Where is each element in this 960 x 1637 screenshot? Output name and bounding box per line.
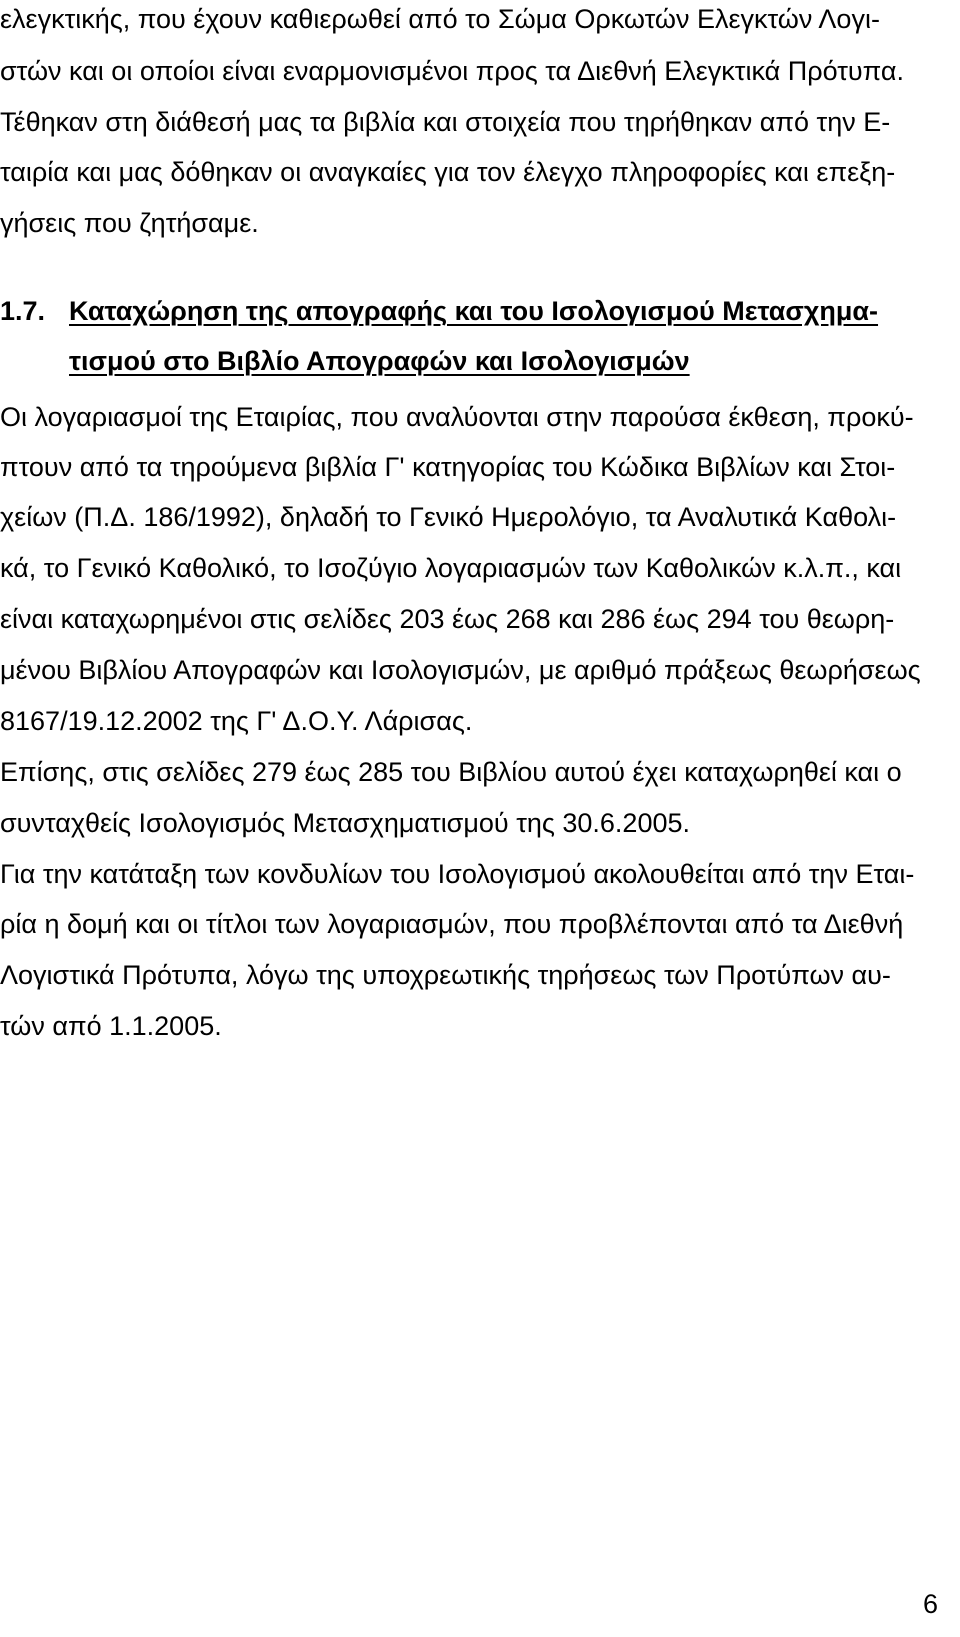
text-line: Λογιστικά Πρότυπα, λόγω της υποχρεωτικής τηρήσεως των Προτύπων αυ- xyxy=(0,960,891,990)
section-title-line-2: τισμού στο Βιβλίο Απογραφών και Ισολογισμών xyxy=(69,346,690,376)
text-line: τών από 1.1.2005. xyxy=(0,1011,222,1041)
text-line: κά, το Γενικό Καθολικό, το Ισοζύγιο λογαριασμών των Καθολικών κ.λ.π., και xyxy=(0,553,902,583)
section-title-line-1: Καταχώρηση της απογραφής και του Ισολογισμού Μετασχημα- xyxy=(69,296,879,326)
text-line: 8167/19.12.2002 της Γ' Δ.Ο.Υ. Λάρισας. xyxy=(0,706,473,736)
text-line: ελεγκτικής, που έχουν καθιερωθεί από το Σώμα Ορκωτών Ελεγκτών Λογι- xyxy=(0,4,880,34)
text-line: Τέθηκαν στη διάθεσή μας τα βιβλία και στοιχεία που τηρήθηκαν από την Ε- xyxy=(0,107,891,137)
text-line: Οι λογαριασμοί της Εταιρίας, που αναλύονται στην παρούσα έκθεση, προκύ- xyxy=(0,402,914,432)
text-line: γήσεις που ζητήσαμε. xyxy=(0,208,259,238)
text-line: στών και οι οποίοι είναι εναρμονισμένοι προς τα Διεθνή Ελεγκτικά Πρότυπα. xyxy=(0,56,905,86)
text-line: ταιρία και μας δόθηκαν οι αναγκαίες για τον έλεγχο πληροφορίες και επεξη- xyxy=(0,157,896,187)
text-line: συνταχθείς Ισολογισμός Μετασχηματισμού της 30.6.2005. xyxy=(0,808,691,838)
text-line: μένου Βιβλίου Απογραφών και Ισολογισμών, με αριθμό πράξεως θεωρήσεως xyxy=(0,655,921,685)
page-number: 6 xyxy=(922,1589,938,1619)
text-line: Για την κατάταξη των κονδυλίων του Ισολογισμού ακολουθείται από την Εται- xyxy=(0,859,915,889)
text-line: ρία η δομή και οι τίτλοι των λογαριασμών, που προβλέπονται από τα Διεθνή xyxy=(0,909,904,939)
text-line: είναι καταχωρημένοι στις σελίδες 203 έως 268 και 286 έως 294 του θεωρη- xyxy=(0,604,895,634)
text-line: πτουν από τα τηρούμενα βιβλία Γ' κατηγορίας του Κώδικα Βιβλίων και Στοι- xyxy=(0,452,896,482)
text-line: Επίσης, στις σελίδες 279 έως 285 του Βιβλίου αυτού έχει καταχωρηθεί και ο xyxy=(0,757,902,787)
text-line: χείων (Π.Δ. 186/1992), δηλαδή το Γενικό Ημερολόγιο, τα Αναλυτικά Καθολι- xyxy=(0,502,897,532)
section-number: 1.7. xyxy=(0,296,46,326)
